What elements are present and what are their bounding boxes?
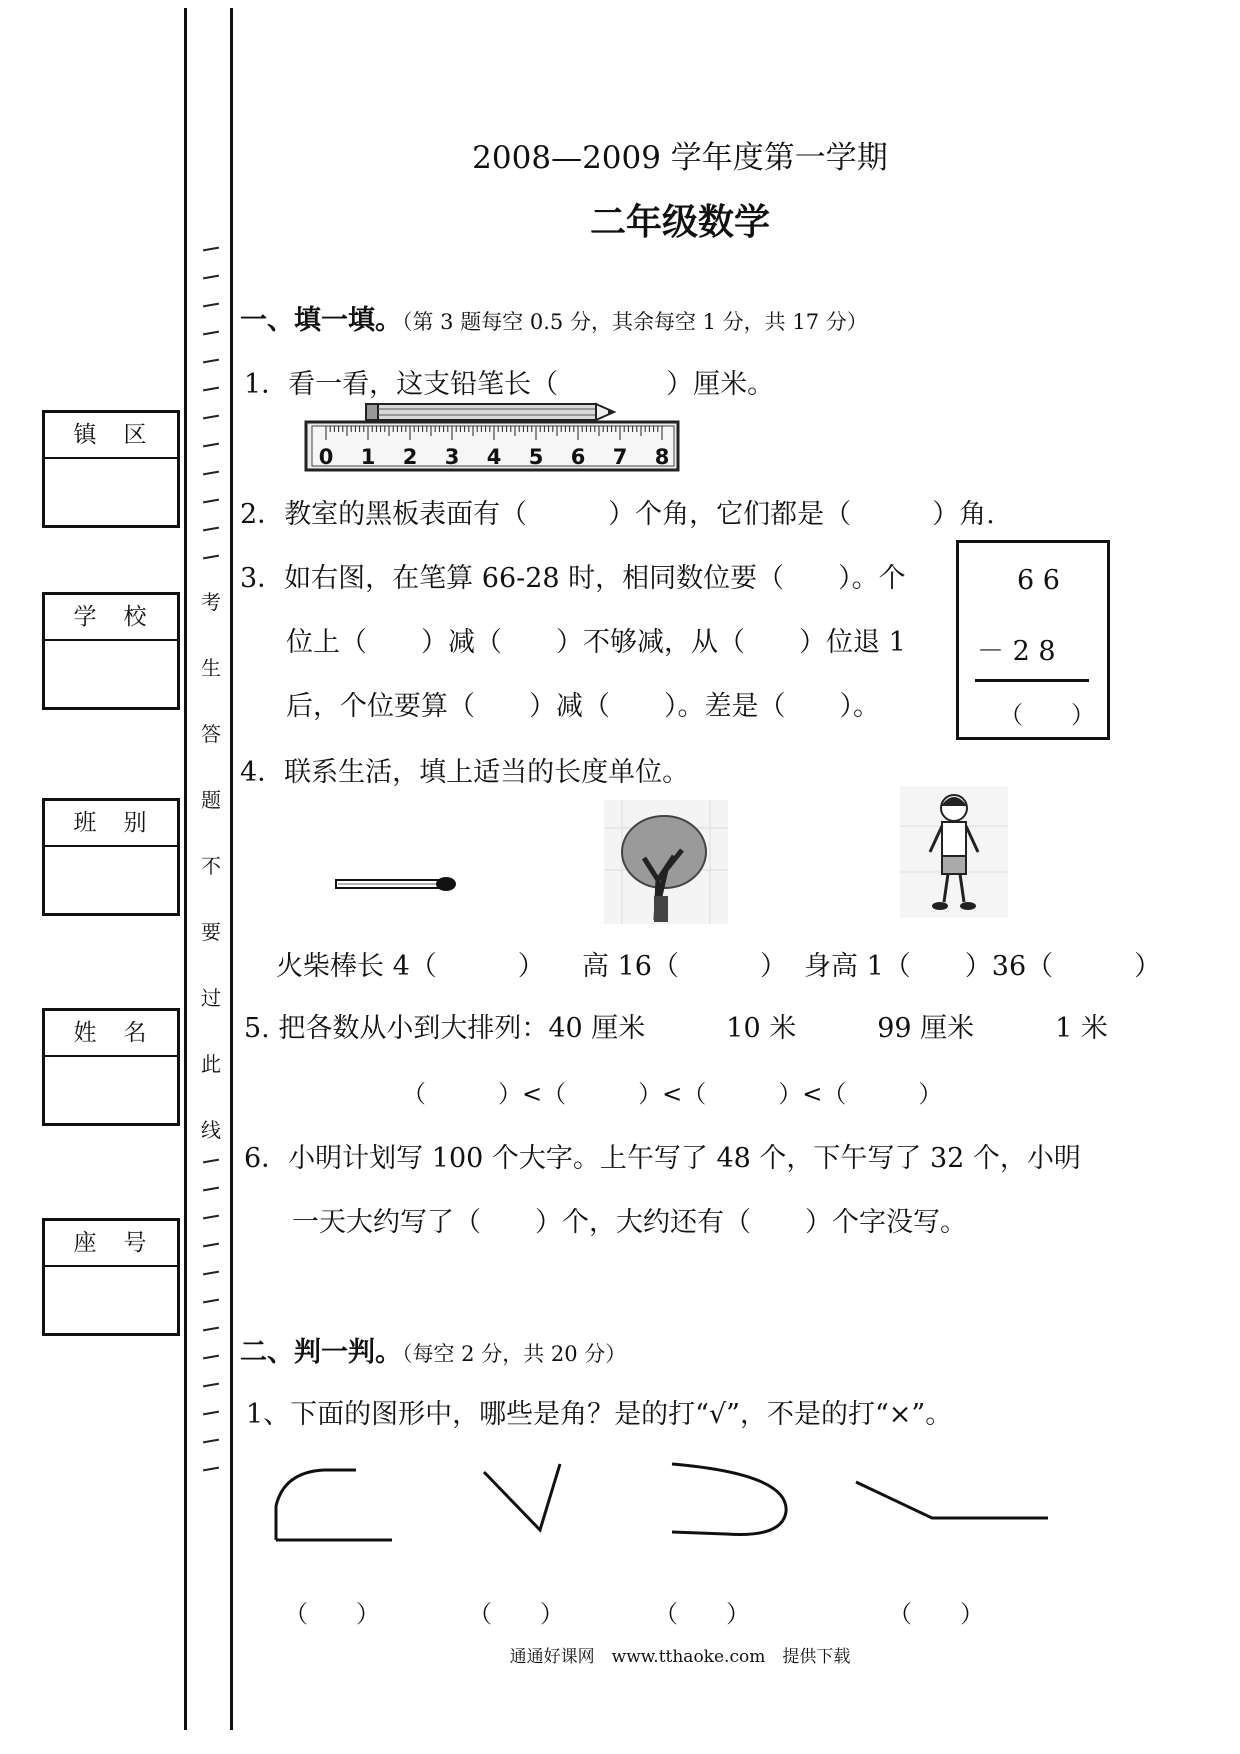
binding-dash <box>203 471 219 476</box>
margin-line-left <box>184 8 187 1730</box>
binding-notice-char: 不 <box>201 854 221 878</box>
question-1-4-item-boy: 身高 1（ ）36（ ） <box>804 951 1162 982</box>
section-2-heading <box>240 1330 626 1369</box>
ruler-icon <box>306 422 678 470</box>
calc-result-blank: （ ） <box>999 701 1095 729</box>
angle-answer-2: （ ） <box>468 1600 564 1628</box>
angle-answer-4: （ ） <box>888 1600 984 1628</box>
ruler-tick-label: 2 <box>402 445 418 469</box>
section-1-note: （第 3 题每空 0.5 分，其余每空 1 分，共 17 分） <box>402 310 868 334</box>
section-1-heading <box>240 298 868 337</box>
ruler-tick-label: 8 <box>654 445 670 469</box>
ruler-tick-label: 5 <box>528 445 544 469</box>
margin-line-right <box>230 8 233 1730</box>
pencil-icon <box>366 404 616 420</box>
info-box-class <box>42 798 180 916</box>
exam-title: 二年级数学 <box>589 202 770 243</box>
binding-dash <box>203 1439 219 1444</box>
question-1-4-item-matchstick: 火柴棒长 4（ ） <box>276 951 545 982</box>
binding-dash <box>203 443 219 448</box>
calc-rule <box>975 679 1089 682</box>
footer-source: 通通好课网 www.tthaoke.com 提供下载 <box>509 1647 851 1667</box>
angle-figure-1 <box>266 1460 406 1550</box>
binding-notice-char: 要 <box>201 920 221 944</box>
ruler-tick-label: 7 <box>612 445 628 469</box>
question-1-3-line3: 后，个位要算（ ）减（ ）。差是（ ）。 <box>286 691 880 722</box>
binding-dash <box>203 331 219 336</box>
boy-image <box>900 786 1008 918</box>
binding-dash <box>203 1215 219 1220</box>
vertical-subtraction-box <box>956 540 1110 740</box>
binding-dash <box>203 1271 219 1276</box>
binding-dash <box>203 247 219 252</box>
matchstick-image <box>334 874 460 894</box>
binding-dash <box>203 1159 219 1164</box>
binding-dash <box>203 275 219 280</box>
question-1-4-item-tree: 高 16（ ） <box>582 951 787 982</box>
question-1-4: 4．联系生活，填上适当的长度单位。 <box>240 757 690 788</box>
binding-notice-char: 题 <box>201 788 221 812</box>
question-1-6-line1: 6．小明计划写 100 个大字。上午写了 48 个，下午写了 32 个，小明 <box>244 1143 1081 1174</box>
binding-dash <box>203 555 219 560</box>
binding-dash <box>203 1467 219 1472</box>
angle-figure-4 <box>852 1474 1052 1534</box>
calc-top-number: 6 6 <box>1017 565 1060 596</box>
binding-dash <box>203 1243 219 1248</box>
binding-dash <box>203 1411 219 1416</box>
section-2-note: （每空 2 分，共 20 分） <box>402 1342 627 1366</box>
angle-answer-1: （ ） <box>284 1600 380 1628</box>
info-label: 学 校 <box>45 595 177 641</box>
binding-dash <box>203 359 219 364</box>
ruler-tick-label: 3 <box>444 445 460 469</box>
info-box-name <box>42 1008 180 1126</box>
ruler-tick-label: 4 <box>486 445 502 469</box>
ruler-tick-label: 1 <box>360 445 376 469</box>
ruler-tick-label: 6 <box>570 445 586 469</box>
binding-notice-char: 线 <box>201 1118 221 1142</box>
binding-dash <box>203 1355 219 1360</box>
binding-notice-char: 考 <box>201 590 221 614</box>
question-2-1: 1、下面的图形中，哪些是角？是的打“√”，不是的打“×”。 <box>246 1399 953 1430</box>
binding-notice-char: 过 <box>201 986 221 1010</box>
binding-dash <box>203 527 219 532</box>
section-1-title: 一、填一填。 <box>240 305 402 336</box>
binding-dash <box>203 415 219 420</box>
calc-bottom-number: － 2 8 <box>977 636 1056 667</box>
info-label: 姓 名 <box>45 1011 177 1057</box>
angle-figure-2 <box>478 1458 568 1544</box>
info-box-school <box>42 592 180 710</box>
info-box-town <box>42 410 180 528</box>
binding-notice-char: 此 <box>201 1052 221 1076</box>
question-1-6-line2: 一天大约写了（ ）个，大约还有（ ）个字没写。 <box>292 1207 967 1238</box>
section-2-title: 二、判一判。 <box>240 1337 402 1368</box>
binding-dash <box>203 303 219 308</box>
info-box-seat <box>42 1218 180 1336</box>
binding-dash <box>203 387 219 392</box>
tree-image <box>604 800 728 924</box>
question-1-5-order: （ ）<（ ）<（ ）<（ ） <box>402 1080 943 1108</box>
binding-dash <box>203 499 219 504</box>
binding-notice-char: 答 <box>201 722 221 746</box>
term-heading: 2008—2009 学年度第一学期 <box>472 140 888 176</box>
pencil-ruler-image <box>304 398 724 474</box>
binding-dash <box>203 1327 219 1332</box>
question-1-3-line2: 位上（ ）减（ ）不够减，从（ ）位退 1 <box>286 627 906 658</box>
info-label: 班 别 <box>45 801 177 847</box>
question-1-3-line1: 3．如右图，在笔算 66-28 时，相同数位要（ ）。个 <box>240 563 906 594</box>
binding-notice-char: 生 <box>201 656 221 680</box>
ruler-tick-label: 0 <box>318 445 334 469</box>
binding-dash <box>203 1383 219 1388</box>
info-label: 镇 区 <box>45 413 177 459</box>
binding-dash <box>203 1299 219 1304</box>
angle-answer-3: （ ） <box>654 1600 750 1628</box>
binding-dash <box>203 1187 219 1192</box>
question-1-2: 2．教室的黑板表面有（ ）个角，它们都是（ ）角. <box>240 499 995 530</box>
question-1-5: 5. 把各数从小到大排列：40 厘米 10 米 99 厘米 1 米 <box>244 1013 1108 1044</box>
info-label: 座 号 <box>45 1221 177 1267</box>
question-1-1: 1．看一看，这支铅笔长（ ）厘米。 <box>244 369 775 400</box>
angle-figure-3 <box>666 1456 796 1546</box>
